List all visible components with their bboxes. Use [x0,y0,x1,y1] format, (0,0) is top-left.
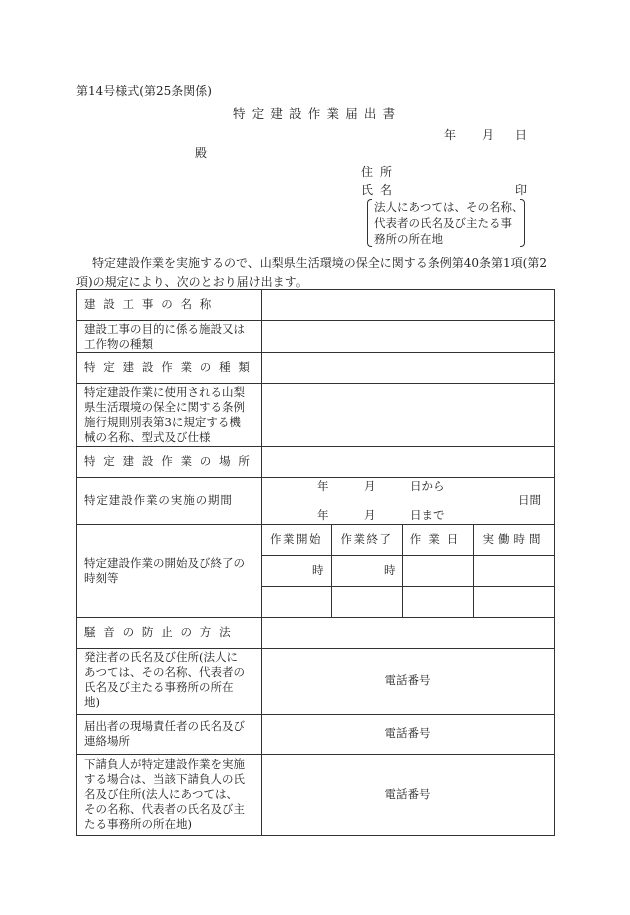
corporate-note-line: 法人にあつては、その名称、 [374,200,524,214]
time-header-workday: 作業日 [409,532,466,546]
period-year-label: 年 [317,479,329,493]
responsible-phone-label: 電話番号 [384,726,431,740]
subcontractor-label-line: 下請負人が特定建設作業を実施 [84,757,245,771]
time-label-line: 特定建設作業の開始及び終了の [84,556,245,570]
subcontractor-label-line: たる事務所の所在地) [84,817,192,831]
orderer-label-line: あつては、その名称、代表者の [84,665,245,679]
responsible-label-line: 連絡場所 [84,734,130,748]
subcontractor-label-line: 名及び住所(法人にあつては、 [84,787,238,801]
corporate-note-line: 務所の所在地 [374,232,443,246]
time-label-line: 時刻等 [84,571,119,585]
date-day-label: 日 [515,128,528,142]
construction-name-label: 建設工事の名称 [84,297,220,311]
form-number: 第14号様式(第25条関係) [76,84,212,98]
machine-label-line: 械の名称、型式及び仕様 [84,430,211,444]
bracket-left [367,199,372,247]
work-place-label: 特定建設作業の場所 [84,454,258,468]
orderer-label-line: 地) [84,695,100,709]
subcontractor-label-line: する場合は、当該下請負人の氏 [84,772,245,786]
period-label: 特定建設作業の実施の期間 [84,493,233,507]
name-label: 氏名 [361,183,400,197]
time-header-start: 作業開始 [270,532,322,546]
date-year-label: 年 [444,128,457,142]
addressee-honorific: 殿 [195,146,208,160]
corporate-note [367,199,525,247]
form-title: 特定建設作業届出書 [233,106,402,121]
period-month-label: 月 [364,479,376,493]
corporate-note-line: 代表者の氏名及び主たる事 [374,216,512,230]
intro-text-line1: 特定建設作業を実施するので、山梨県生活環境の保全に関する条例第40条第1項(第2 [92,256,547,270]
end-hour-unit: 時 [384,563,396,577]
subcontractor-label-line: その名称、代表者の氏名及び主 [84,802,245,816]
period-month-label: 月 [364,508,376,522]
machine-label-line: 特定建設作業に使用される山梨 [84,385,245,399]
work-type-label: 特定建設作業の種類 [84,360,258,374]
start-hour-unit: 時 [312,563,324,577]
machine-label-line: 県生活環境の保全に関する条例 [84,400,245,414]
date-month-label: 月 [482,128,495,142]
facility-type-label-line: 建設工事の目的に係る施設又は [84,322,245,336]
period-from-label: 日から [410,479,445,493]
responsible-label-line: 届出者の現場責任者の氏名及び [84,719,245,733]
intro-text-line2: 項)の規定により、次のとおり届け出ます。 [76,275,308,289]
subcontractor-phone-label: 電話番号 [384,787,431,801]
period-year-label: 年 [317,508,329,522]
period-days-label: 日間 [518,493,541,507]
orderer-label-line: 氏名及び主たる事務所の所在 [84,680,234,694]
time-header-hours: 実働時間 [482,532,545,546]
address-label: 住所 [361,165,400,179]
orderer-phone-label: 電話番号 [384,673,431,687]
facility-type-label-line: 工作物の種類 [84,337,153,351]
orderer-label-line: 発注者の氏名及び住所(法人に [84,650,238,664]
noise-prevention-label: 騒音の防止の方法 [84,625,239,639]
time-header-end: 作業終了 [340,532,393,546]
notification-table [76,289,555,836]
seal-mark: 印 [515,183,528,197]
machine-label-line: 施行規則別表第3に規定する機 [84,415,241,429]
period-until-label: 日まで [410,508,445,522]
